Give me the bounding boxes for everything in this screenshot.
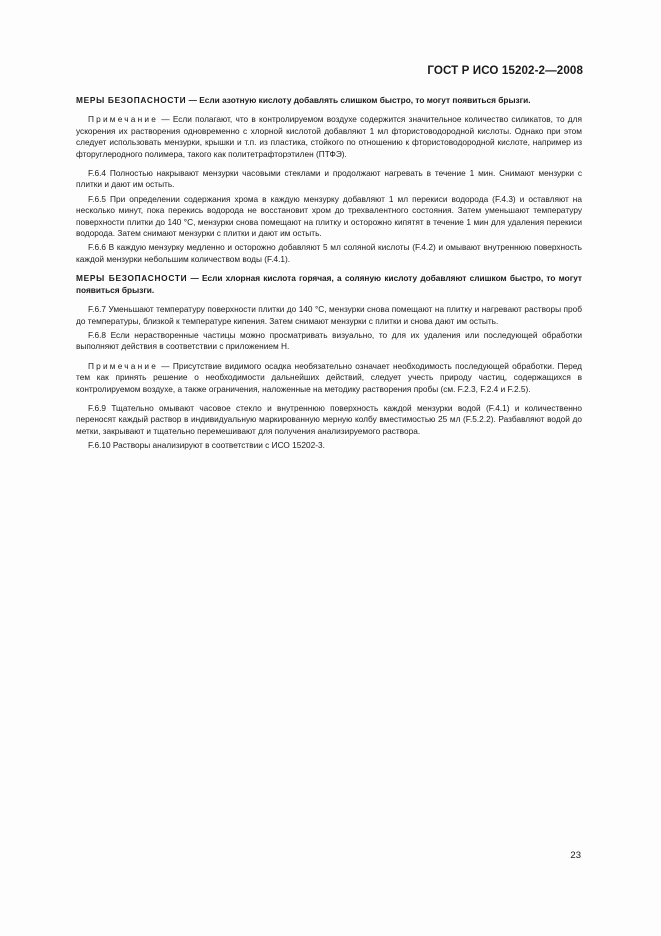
clause-text: При определении содержания хрома в каждую мензурку добавляют 1 мл перекиси водорода (F.4.3) и оставляют на несколько минут, пока перекись водорода не восстановит хром до трехвалентного состояния. Затем уменьшают температуру поверхности плитки до 140 °С, мензурки снова помещают на плитку и осторожно кипятят в течение 1 мин для удаления перекиси водорода. Затем снимают мензурки с плитки и дают им остыть. xyxy=(76,193,582,239)
note-text: — Присутствие видимого осадка необязательно означает необходимость последующей обработки. Перед тем как принять решение о необходимости дальнейших действий, следует учесть природу частиц, содержащихся в контролируемом воздухе, а также ограничения, наложенные на методику растворения пробы (см. F.2.3, F.2.4 и F.2.5). xyxy=(76,360,582,394)
clause-f-6-10 xyxy=(76,440,582,451)
clause-number: F.6.8 xyxy=(88,329,106,340)
note-1 xyxy=(76,114,582,160)
note-2 xyxy=(76,361,582,395)
clause-text: Уменьшают температуру поверхности плитки до 140 °С, мензурки снова помещают на плитку и нагревают растворы проб до температуры, близкой к температуре кипения. Затем снимают мензурки с плитки и снова дают им остыть. xyxy=(76,304,582,326)
document-body xyxy=(76,95,582,452)
clause-f-6-9 xyxy=(76,403,582,437)
safety-warning-1 xyxy=(76,95,582,106)
safety-warning-lead: МЕРЫ БЕЗОПАСНОСТИ xyxy=(76,95,187,105)
page-number: 23 xyxy=(570,850,581,861)
clause-number: F.6.6 xyxy=(88,242,106,253)
clause-f-6-4 xyxy=(76,168,582,191)
clause-f-6-7 xyxy=(76,304,582,327)
note-lead: Примечание xyxy=(88,114,159,125)
clause-f-6-8 xyxy=(76,330,582,353)
clause-number: F.6.4 xyxy=(88,168,106,179)
clause-number: F.6.5 xyxy=(88,193,106,204)
clause-text: Если нерастворенные частицы можно просматривать визуально, то для их удаления или последующей обработки выполняют действия в соответствии с приложением Н. xyxy=(76,329,582,352)
safety-warning-2 xyxy=(76,273,582,296)
clause-number: F.6.10 xyxy=(88,440,111,451)
clause-f-6-5 xyxy=(76,194,582,240)
safety-warning-text: — Если азотную кислоту добавлять слишком быстро, то могут появиться брызги. xyxy=(186,95,531,105)
safety-warning-lead: МЕРЫ БЕЗОПАСНОСТИ xyxy=(76,273,188,284)
clause-number: F.6.9 xyxy=(88,402,106,413)
safety-warning-text: — Если хлорная кислота горячая, а соляную кислоту добавляют слишком быстро, то могут появиться брызги. xyxy=(76,273,582,295)
clause-text: В каждую мензурку медленно и осторожно добавляют 5 мл соляной кислоты (F.4.2) и омывают внутреннюю поверхность каждой мензурки небольшим количеством воды (F.4.1). xyxy=(76,242,582,264)
clause-number: F.6.7 xyxy=(88,304,106,315)
standard-header: ГОСТ Р ИСО 15202-2—2008 xyxy=(427,64,583,77)
clause-text: Растворы анализируют в соответствии с ИСО 15202-3. xyxy=(110,440,325,451)
clause-f-6-6 xyxy=(76,242,582,265)
clause-text: Полностью накрывают мензурки часовыми стеклами и продолжают нагревать в течение 1 мин. Снимают мензурки с плитки и дают им остыть. xyxy=(76,168,582,190)
note-text: — Если полагают, что в контролируемом воздухе содержится значительное количество силикатов, то для ускорения их растворения одновременно с хлорной кислотой добавляют 1 мл фтористоводородной кислоты. Однако при этом следует использовать мензурки, крышки и т.п. из пластика, стойкого по отношению к фтористоводородной кислоте, например из фторуглеродного полимера, такого как политетрафторэтилен (ПТФЭ). xyxy=(76,114,582,159)
clause-text: Тщательно омывают часовое стекло и внутреннюю поверхность каждой мензурки водой (F.4.1) и количественно переносят каждый раствор в индивидуальную маркированную мерную колбу вместимостью 25 мл (F.5.2.2). Разбавляют водой до метки, закрывают и тщательно перемешивают для получения анализируемого раствора. xyxy=(76,402,582,436)
note-lead: Примечание xyxy=(88,360,159,371)
